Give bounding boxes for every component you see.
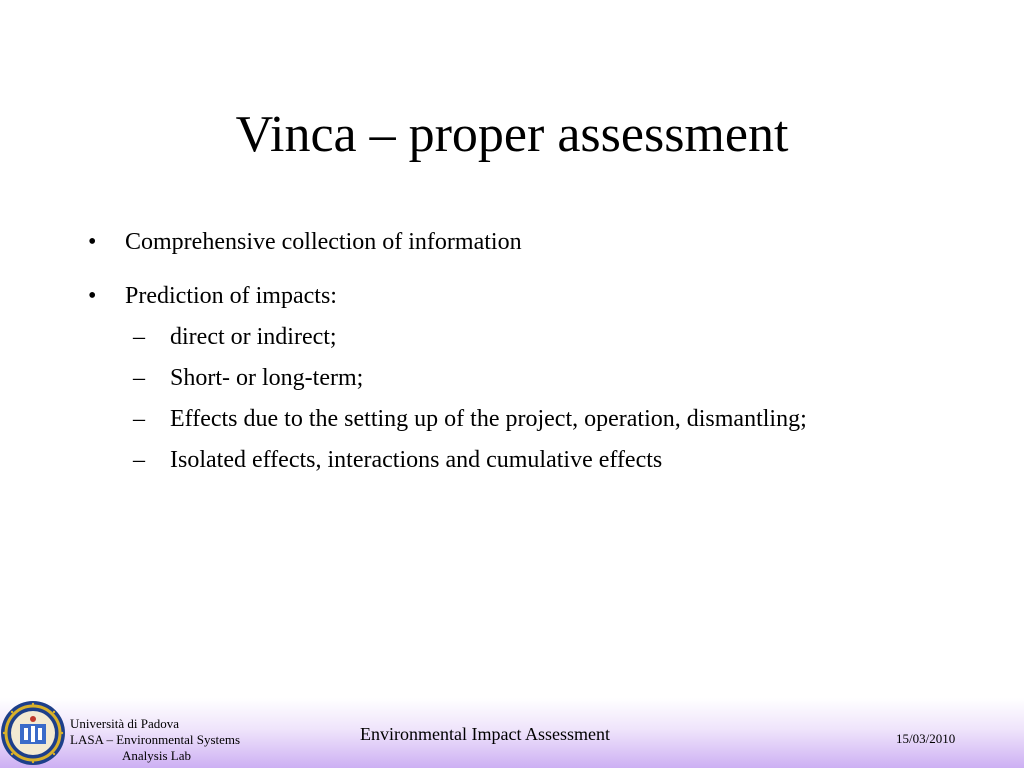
sub-bullet-item (133, 446, 988, 474)
bullet-text: Prediction of impacts: (125, 283, 337, 309)
sub-bullet-item (133, 323, 988, 351)
dash-mark: – (133, 324, 145, 350)
sub-bullet-item (133, 364, 988, 392)
footer-date: 15/03/2010 (896, 731, 956, 746)
bullet-item (88, 282, 988, 474)
slide-title: Vinca – proper assessment (235, 106, 789, 163)
footer-lab-name: LASA – Environmental Systems (70, 732, 241, 747)
sub-bullet-text: Isolated effects, interactions and cumulative effects (170, 447, 663, 473)
dash-mark: – (133, 406, 145, 432)
sub-bullet-text: Effects due to the setting up of the project, operation, dismantling; (170, 406, 807, 432)
bullet-mark: • (88, 283, 97, 309)
dash-mark: – (133, 447, 145, 473)
bullet-text: Comprehensive collection of information (125, 229, 522, 255)
sub-bullet-text: direct or indirect; (170, 324, 337, 350)
footer-institution (70, 716, 240, 764)
footer-course-title: Environmental Impact Assessment (360, 724, 610, 744)
bullet-mark: • (88, 229, 97, 255)
dash-mark: – (133, 365, 145, 391)
sub-bullet-item (133, 405, 988, 433)
university-seal-icon (0, 700, 66, 766)
bullet-item (88, 228, 988, 256)
bullet-list (88, 228, 988, 500)
sub-bullet-text: Short- or long-term; (170, 365, 364, 391)
footer-lab-name-cont: Analysis Lab (122, 748, 191, 763)
footer-university: Università di Padova (70, 716, 180, 731)
sub-bullet-list (133, 323, 988, 474)
